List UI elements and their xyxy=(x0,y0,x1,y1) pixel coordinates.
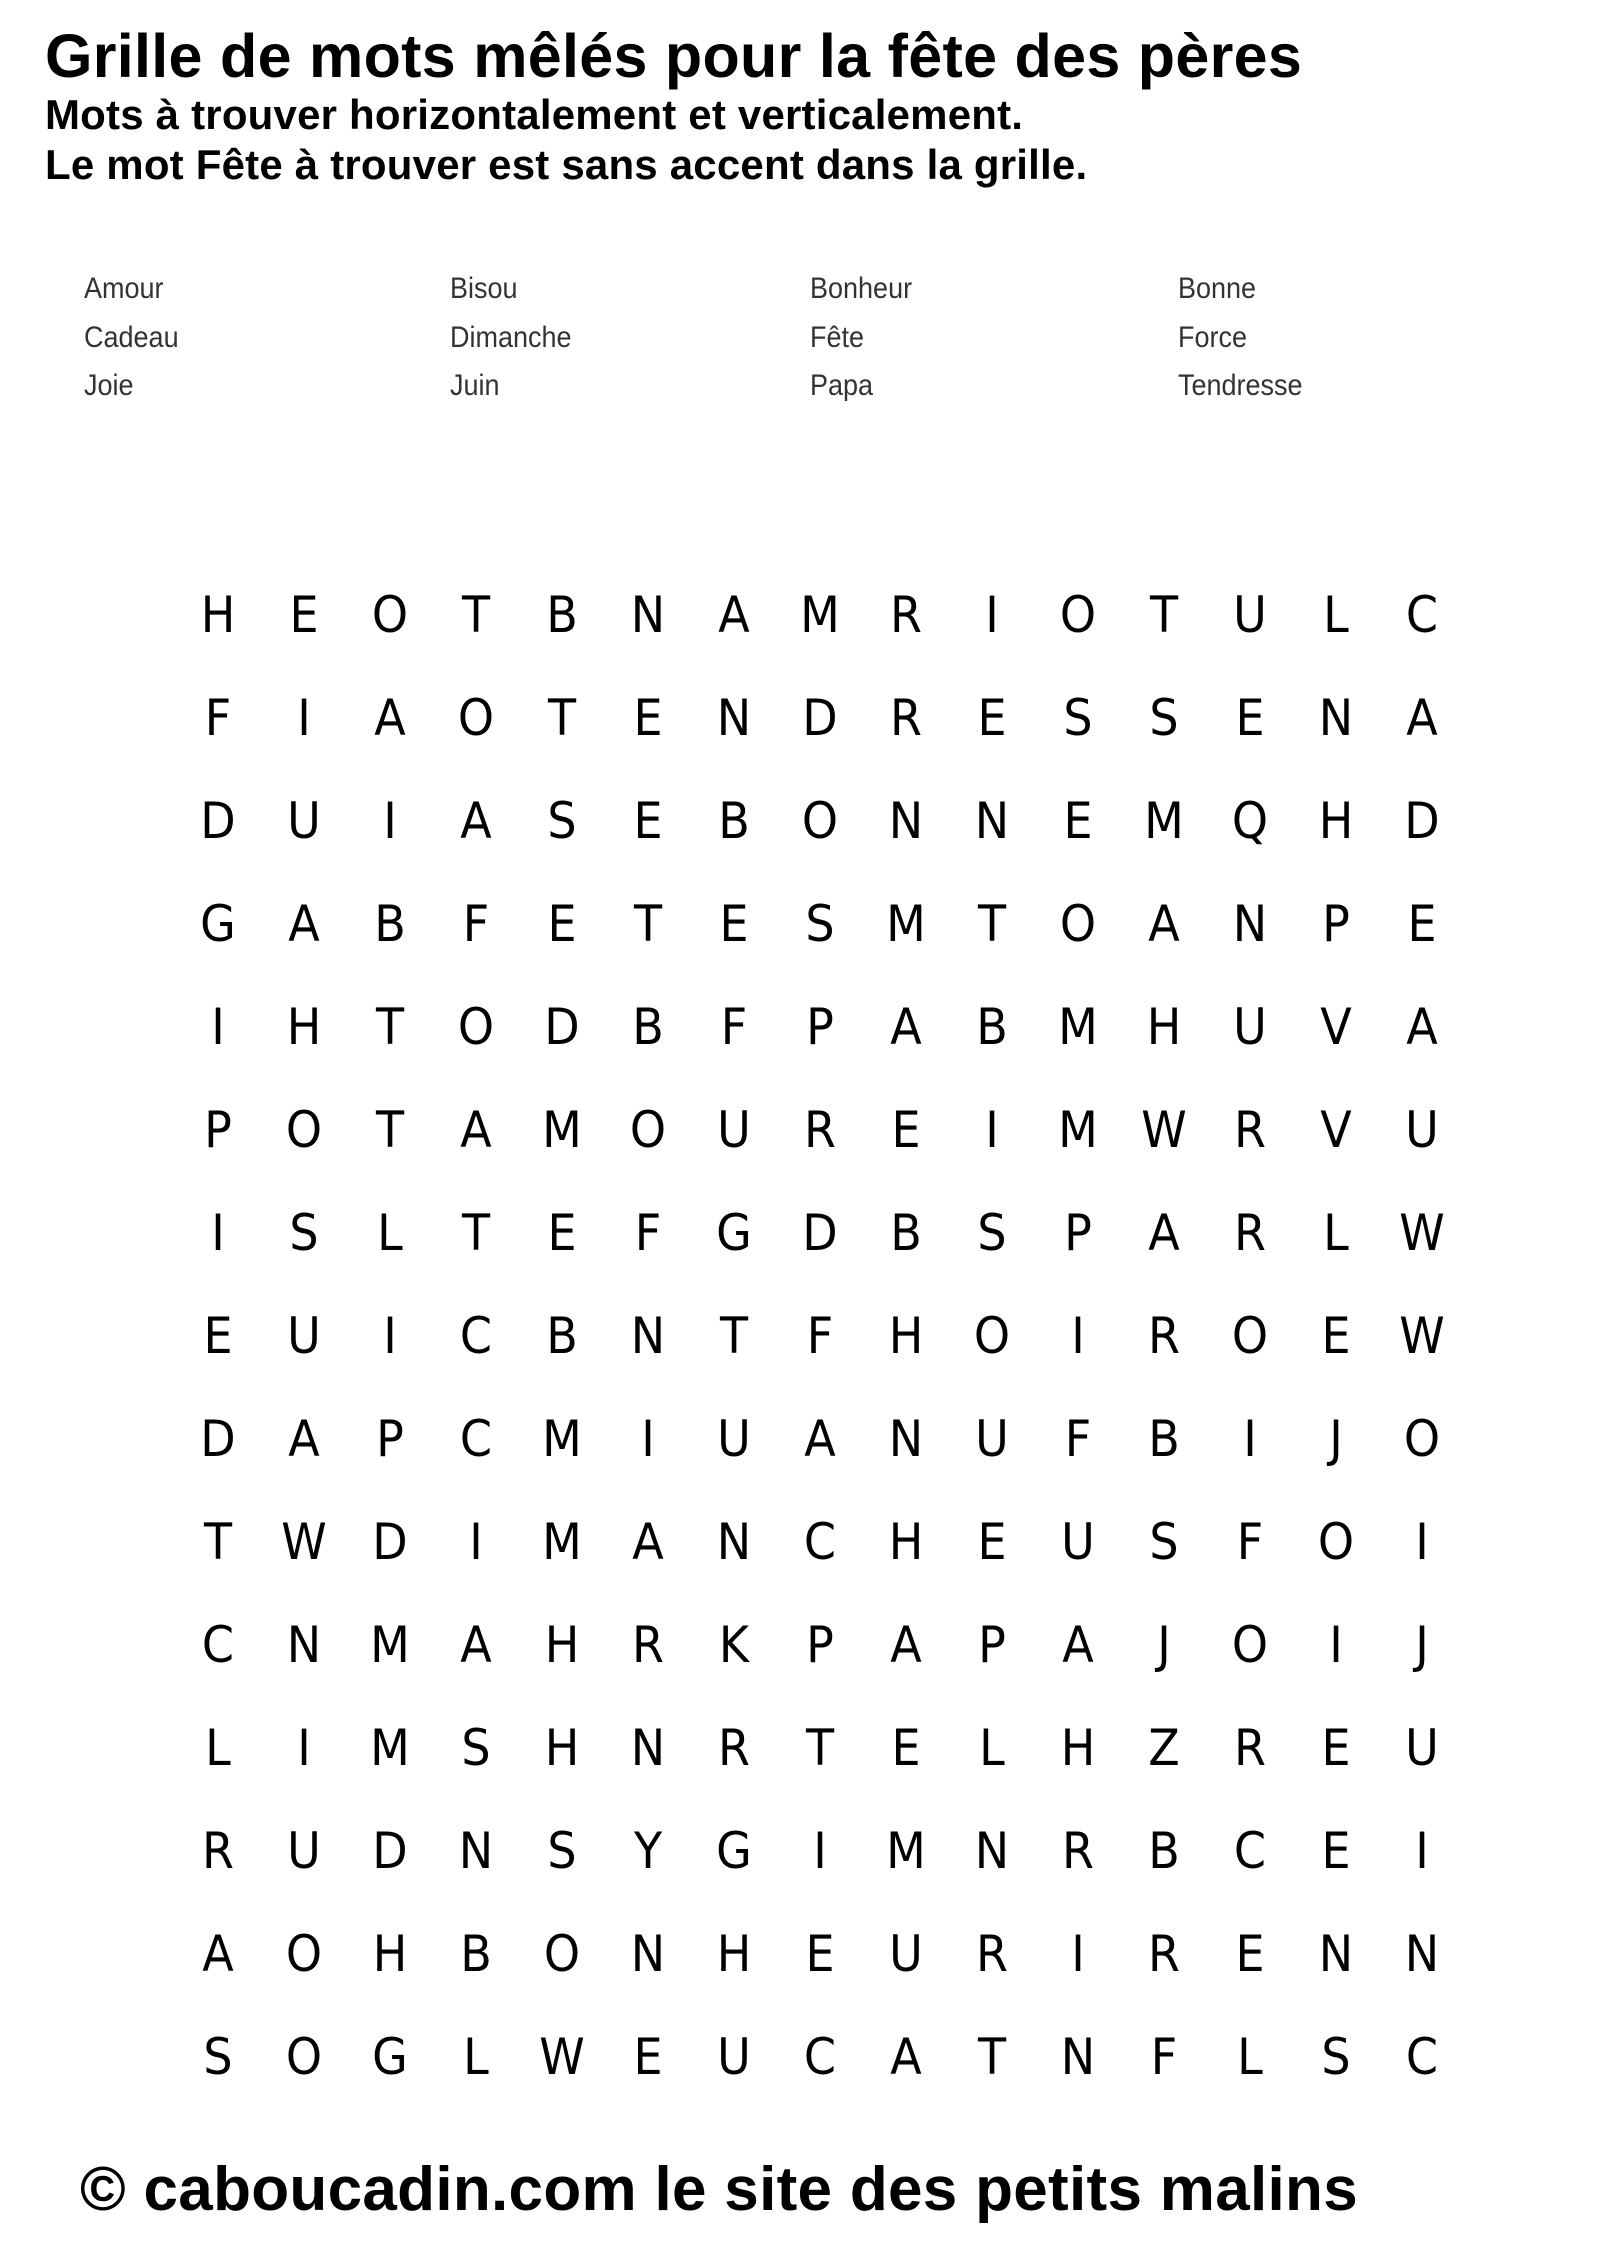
grid-letter: I xyxy=(469,1513,483,1571)
grid-letter: N xyxy=(974,792,1010,850)
grid-letter: T xyxy=(461,586,491,644)
grid-letter: M xyxy=(1058,1101,1098,1159)
grid-letter: T xyxy=(1149,586,1179,644)
grid-letter: E xyxy=(719,895,749,953)
grid-letter: U xyxy=(1405,1719,1439,1777)
grid-letter: A xyxy=(460,1616,492,1674)
grid-letter: P xyxy=(806,998,834,1056)
grid-letter: S xyxy=(547,792,577,850)
grid-letter: I xyxy=(211,998,225,1056)
grid-letter: J xyxy=(1329,1410,1343,1468)
grid-letter: U xyxy=(287,1307,321,1365)
grid-letter: S xyxy=(1321,2028,1351,2086)
word-list-item: Tendresse xyxy=(1178,369,1303,402)
grid-letter: B xyxy=(546,1307,578,1365)
grid-letter: M xyxy=(542,1513,582,1571)
grid-letter: O xyxy=(285,2028,323,2086)
grid-letter: S xyxy=(289,1204,319,1262)
grid-letter: P xyxy=(204,1101,232,1159)
grid-letter: B xyxy=(546,586,578,644)
grid-letter: H xyxy=(286,998,322,1056)
grid-letter: E xyxy=(547,1204,577,1262)
word-list-item: Joie xyxy=(84,369,134,402)
grid-letter: N xyxy=(1404,1925,1440,1983)
grid-letter: A xyxy=(718,586,750,644)
grid-letter: T xyxy=(461,1204,491,1262)
grid-letter: C xyxy=(803,2028,837,2086)
grid-letter: D xyxy=(200,792,236,850)
grid-letter: D xyxy=(1404,792,1440,850)
grid-letter: E xyxy=(1321,1822,1351,1880)
grid-letter: P xyxy=(806,1616,834,1674)
grid-letter: O xyxy=(457,998,495,1056)
grid-letter: U xyxy=(287,1822,321,1880)
grid-letter: E xyxy=(1235,1925,1265,1983)
grid-letter: F xyxy=(634,1204,662,1262)
grid-letter: O xyxy=(973,1307,1011,1365)
grid-letter: B xyxy=(460,1925,492,1983)
grid-letter: A xyxy=(288,895,320,953)
grid-letter: U xyxy=(1405,1101,1439,1159)
grid-letter: O xyxy=(1403,1410,1441,1468)
instructions-line-1: Mots à trouver horizontalement et verticalement. xyxy=(45,91,1024,138)
grid-letter: H xyxy=(1146,998,1182,1056)
grid-letter: E xyxy=(203,1307,233,1365)
grid-letter: I xyxy=(1329,1616,1343,1674)
grid-letter: A xyxy=(460,1101,492,1159)
grid-letter: L xyxy=(463,2028,489,2086)
grid-letter: C xyxy=(1233,1822,1267,1880)
grid-letter: R xyxy=(718,1719,750,1777)
grid-letter: H xyxy=(1318,792,1354,850)
grid-letter: H xyxy=(1060,1719,1096,1777)
word-list-item: Bonne xyxy=(1178,272,1257,305)
grid-letter: O xyxy=(801,792,839,850)
grid-letter: P xyxy=(978,1616,1006,1674)
grid-letter: E xyxy=(977,1513,1007,1571)
grid-letter: M xyxy=(1058,998,1098,1056)
grid-letter: L xyxy=(1323,586,1349,644)
grid-letter: O xyxy=(1317,1513,1355,1571)
grid-letter: U xyxy=(975,1410,1009,1468)
grid-letter: N xyxy=(630,1925,666,1983)
grid-letter: F xyxy=(1236,1513,1264,1571)
grid-letter: E xyxy=(891,1719,921,1777)
grid-letter: E xyxy=(547,895,577,953)
grid-letter: M xyxy=(370,1719,410,1777)
grid-letter: A xyxy=(632,1513,664,1571)
grid-letter: S xyxy=(461,1719,491,1777)
grid-letter: F xyxy=(806,1307,834,1365)
grid-letter: O xyxy=(371,586,409,644)
grid-letter: T xyxy=(375,998,405,1056)
grid-letter: N xyxy=(888,792,924,850)
grid-letter: B xyxy=(976,998,1008,1056)
grid-letter: E xyxy=(1063,792,1093,850)
grid-letter: O xyxy=(1231,1616,1269,1674)
grid-letter: G xyxy=(716,1822,752,1880)
grid-letter: A xyxy=(890,998,922,1056)
grid-letter: I xyxy=(813,1822,827,1880)
grid-letter: I xyxy=(985,1101,999,1159)
grid-letter: R xyxy=(1148,1925,1180,1983)
grid-letter: T xyxy=(375,1101,405,1159)
grid-letter: E xyxy=(891,1101,921,1159)
word-list-item: Fête xyxy=(810,320,865,354)
word-list-item: Papa xyxy=(810,369,874,402)
grid-letter: N xyxy=(716,689,752,747)
grid-letter: Z xyxy=(1148,1719,1180,1777)
grid-letter: A xyxy=(1148,895,1180,953)
grid-letter: O xyxy=(1231,1307,1269,1365)
grid-letter: H xyxy=(200,586,236,644)
grid-letter: I xyxy=(1415,1513,1429,1571)
grid-letter: V xyxy=(1320,1101,1352,1159)
footer-copyright: © caboucadin.com le site des petits malins xyxy=(80,2155,1358,2224)
grid-letter: C xyxy=(459,1307,493,1365)
grid-letter: S xyxy=(977,1204,1007,1262)
grid-letter: N xyxy=(630,586,666,644)
grid-letter: S xyxy=(1063,689,1093,747)
grid-letter: W xyxy=(1141,1101,1187,1159)
grid-letter: C xyxy=(1405,586,1439,644)
grid-letter: F xyxy=(204,689,232,747)
grid-letter: B xyxy=(1148,1410,1180,1468)
grid-letter: A xyxy=(1148,1204,1180,1262)
grid-letter: N xyxy=(458,1822,494,1880)
grid-letter: D xyxy=(200,1410,236,1468)
grid-letter: R xyxy=(1234,1204,1266,1262)
grid-letter: C xyxy=(1405,2028,1439,2086)
grid-letter: B xyxy=(890,1204,922,1262)
grid-letter: E xyxy=(633,2028,663,2086)
page-title: Grille de mots mêlés pour la fête des pères xyxy=(45,22,1303,90)
word-list-item: Force xyxy=(1178,320,1248,354)
grid-letter: M xyxy=(1144,792,1184,850)
grid-letter: H xyxy=(716,1925,752,1983)
grid-letter: A xyxy=(804,1410,836,1468)
grid-letter: I xyxy=(1071,1307,1085,1365)
grid-letter: S xyxy=(1149,689,1179,747)
grid-letter: K xyxy=(718,1616,750,1674)
grid-letter: M xyxy=(886,895,926,953)
word-list-item: Amour xyxy=(84,272,164,305)
grid-letter: G xyxy=(716,1204,752,1262)
grid-letter: N xyxy=(1318,689,1354,747)
grid-letter: W xyxy=(539,2028,585,2086)
grid-letter: L xyxy=(205,1719,231,1777)
grid-letter: H xyxy=(544,1616,580,1674)
grid-letter: M xyxy=(370,1616,410,1674)
grid-letter: I xyxy=(641,1410,655,1468)
grid-letter: O xyxy=(629,1101,667,1159)
grid-letter: O xyxy=(1059,895,1097,953)
grid-letter: H xyxy=(888,1307,924,1365)
grid-letter: M xyxy=(542,1101,582,1159)
word-list-item: Bisou xyxy=(450,272,518,305)
grid-letter: B xyxy=(374,895,406,953)
grid-letter: R xyxy=(890,689,922,747)
grid-letter: N xyxy=(888,1410,924,1468)
word-list-item: Cadeau xyxy=(84,320,179,354)
grid-letter: R xyxy=(1148,1307,1180,1365)
grid-letter: U xyxy=(287,792,321,850)
grid-letter: F xyxy=(462,895,490,953)
grid-letter: S xyxy=(203,2028,233,2086)
grid-letter: E xyxy=(977,689,1007,747)
grid-letter: N xyxy=(974,1822,1010,1880)
grid-letter: I xyxy=(1415,1822,1429,1880)
grid-letter: N xyxy=(1318,1925,1354,1983)
grid-letter: N xyxy=(716,1513,752,1571)
grid-letter: Q xyxy=(1231,792,1269,850)
grid-letter: A xyxy=(890,1616,922,1674)
grid-letter: N xyxy=(630,1307,666,1365)
word-list-item: Juin xyxy=(450,369,500,402)
grid-letter: N xyxy=(1060,2028,1096,2086)
grid-letter: A xyxy=(890,2028,922,2086)
grid-letter: R xyxy=(976,1925,1008,1983)
word-list-item: Bonheur xyxy=(810,272,913,305)
grid-letter: S xyxy=(1149,1513,1179,1571)
grid-letter: V xyxy=(1320,998,1352,1056)
grid-letter: G xyxy=(372,2028,408,2086)
grid-letter: F xyxy=(720,998,748,1056)
grid-letter: I xyxy=(297,689,311,747)
grid-letter: R xyxy=(632,1616,664,1674)
grid-letter: F xyxy=(1064,1410,1092,1468)
grid-letter: E xyxy=(1235,689,1265,747)
grid-letter: F xyxy=(1150,2028,1178,2086)
grid-letter: W xyxy=(1399,1204,1445,1262)
grid-letter: A xyxy=(202,1925,234,1983)
grid-letter: G xyxy=(200,895,236,953)
grid-letter: R xyxy=(804,1101,836,1159)
grid-letter: R xyxy=(1234,1719,1266,1777)
grid-letter: R xyxy=(202,1822,234,1880)
grid-letter: U xyxy=(1233,998,1267,1056)
grid-letter: A xyxy=(460,792,492,850)
grid-letter: A xyxy=(1062,1616,1094,1674)
grid-letter: E xyxy=(633,792,663,850)
grid-letter: I xyxy=(1071,1925,1085,1983)
grid-letter: M xyxy=(542,1410,582,1468)
grid-letter: A xyxy=(288,1410,320,1468)
grid-letter: O xyxy=(285,1101,323,1159)
grid-letter: H xyxy=(372,1925,408,1983)
grid-letter: H xyxy=(888,1513,924,1571)
grid-letter: T xyxy=(977,2028,1007,2086)
grid-letter: I xyxy=(383,792,397,850)
grid-letter: T xyxy=(719,1307,749,1365)
grid-letter: D xyxy=(544,998,580,1056)
grid-letter: N xyxy=(286,1616,322,1674)
grid-letter: N xyxy=(630,1719,666,1777)
grid-letter: U xyxy=(717,1410,751,1468)
grid-letter: U xyxy=(717,2028,751,2086)
grid-letter: J xyxy=(1157,1616,1171,1674)
grid-letter: E xyxy=(1321,1307,1351,1365)
grid-letter: L xyxy=(979,1719,1005,1777)
grid-letter: A xyxy=(374,689,406,747)
grid-letter: P xyxy=(376,1410,404,1468)
grid-letter: H xyxy=(544,1719,580,1777)
grid-letter: C xyxy=(803,1513,837,1571)
grid-letter: O xyxy=(457,689,495,747)
grid-letter: L xyxy=(1323,1204,1349,1262)
grid-letter: U xyxy=(717,1101,751,1159)
grid-letter: T xyxy=(203,1513,233,1571)
page-header xyxy=(45,22,1565,190)
word-list-item: Dimanche xyxy=(450,320,572,354)
grid-letter: L xyxy=(377,1204,403,1262)
grid-letter: P xyxy=(1322,895,1350,953)
grid-letter: R xyxy=(1234,1101,1266,1159)
grid-letter: C xyxy=(459,1410,493,1468)
grid-letter: I xyxy=(297,1719,311,1777)
grid-letter: O xyxy=(543,1925,581,1983)
grid-letter: I xyxy=(985,586,999,644)
grid-letter: B xyxy=(718,792,750,850)
grid-letter: I xyxy=(211,1204,225,1262)
grid-letter: E xyxy=(289,586,319,644)
word-list xyxy=(84,265,1484,411)
grid-letter: C xyxy=(201,1616,235,1674)
grid-letter: S xyxy=(547,1822,577,1880)
grid-letter: B xyxy=(1148,1822,1180,1880)
grid-letter: Y xyxy=(633,1822,663,1880)
grid-letter: P xyxy=(1064,1204,1092,1262)
grid-letter: M xyxy=(800,586,840,644)
grid-letter: I xyxy=(383,1307,397,1365)
grid-letter: D xyxy=(372,1513,408,1571)
grid-letter: O xyxy=(285,1925,323,1983)
grid-letter: A xyxy=(1406,998,1438,1056)
grid-letter: T xyxy=(805,1719,835,1777)
grid-letter: U xyxy=(1233,586,1267,644)
grid-letter: U xyxy=(1061,1513,1095,1571)
grid-letter: N xyxy=(1232,895,1268,953)
grid-letter: J xyxy=(1415,1616,1429,1674)
grid-letter: U xyxy=(889,1925,923,1983)
grid-letter: W xyxy=(1399,1307,1445,1365)
grid-letter: L xyxy=(1237,2028,1263,2086)
grid-letter: T xyxy=(547,689,577,747)
grid-letter: E xyxy=(1407,895,1437,953)
grid-letter: R xyxy=(1062,1822,1094,1880)
grid-letter: T xyxy=(977,895,1007,953)
grid-letter: I xyxy=(1243,1410,1257,1468)
grid-letter: S xyxy=(805,895,835,953)
word-search-grid xyxy=(175,580,1465,2125)
grid-letter: O xyxy=(1059,586,1097,644)
grid-letter: A xyxy=(1406,689,1438,747)
grid-letter: E xyxy=(805,1925,835,1983)
grid-letter: E xyxy=(1321,1719,1351,1777)
grid-letter: B xyxy=(632,998,664,1056)
grid-letter: W xyxy=(281,1513,327,1571)
grid-letter: D xyxy=(802,1204,838,1262)
grid-letter: T xyxy=(633,895,663,953)
grid-letter: E xyxy=(633,689,663,747)
grid-letter: D xyxy=(372,1822,408,1880)
instructions-line-2: Le mot Fête à trouver est sans accent dans la grille. xyxy=(45,141,1088,188)
grid-letter: M xyxy=(886,1822,926,1880)
grid-letter: R xyxy=(890,586,922,644)
grid-letter: D xyxy=(802,689,838,747)
